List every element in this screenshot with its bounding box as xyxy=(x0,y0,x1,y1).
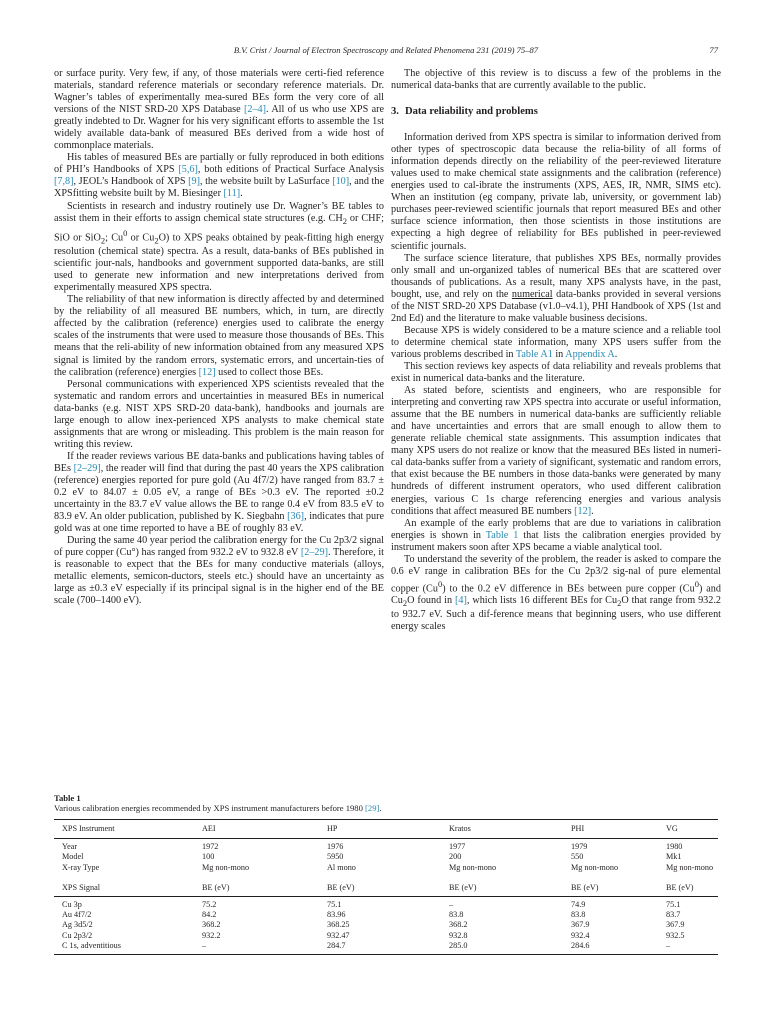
citation-link[interactable]: [7,8] xyxy=(54,176,74,188)
paragraph: Scientists in research and industry routinely use Dr. Wagner’s BE tables to assist them in their efforts to assign chemical state structures (e.g. $CH_2$ or CHF; SiO or SiO$_2$; Cu$^0$ or $Cu_2O$) to XPS peaks obtained by peak-fitting high energy resolution (chemical state) spectra. As a result, data-banks of BEs published in scientific jour-nals, handbooks and government supported data-banks, are still used to generate new information and new interpretations derived from experimentally measured XPS spectra. xyxy=(54,200,384,294)
table-row: Au 4f7/2 84.2 83.96 83.8 83.8 83.7 xyxy=(62,910,681,920)
table-row: X-ray Type Mg non-mono Al mono Mg non-mono Mg non-mono Mg non-mono xyxy=(62,862,714,872)
paragraph: or surface purity. Very few, if any, of those materials were certi-fied reference materials, standard reference materials or secondary reference materials. Dr. Wagner’s tables of experimentally mea-sured BEs form the very core of all versions of the NIST SRD-20 XPS Database [2–4]. All of us who use XPS are greatly indebted to Dr. Wagner for his very significant efforts to assemble the 1st widely available data-bank of measured BEs derived from a wide host of commonplace materials. xyxy=(54,68,385,152)
table-header-row xyxy=(54,820,718,839)
page-number: 77 xyxy=(709,45,718,55)
citation-link[interactable]: [9] xyxy=(188,176,200,188)
paragraph: Personal communications with experienced XPS scientists revealed that the systematic and random errors and uncertainties in measured BEs in numerical data-banks (e.g. NIST XPS SRD-20 data-bank), handbooks and journals are large enough to allow inex-perienced XPS analysts to make chemical state assignments that are wrong or misleading. This problem is the main reason for writing this review. xyxy=(54,378,384,450)
paragraph: An example of the early problems that are due to variations in calibration energies is shown in Table 1 that lists the calibration energies provided by instrument makers soon after XPS became a viable analytical tool. xyxy=(391,517,721,553)
citation-link[interactable]: [5,6] xyxy=(178,164,198,176)
table-label: Table 1 xyxy=(54,793,81,803)
column-header: AEI xyxy=(194,820,319,839)
citation-link[interactable]: [2–29] xyxy=(73,462,101,474)
paragraph: The reliability of that new information is directly affected by and determined by the reliability of all measured BE numbers, which, in turn, are directly affected by the calibration (reference) energies used to calibrate the energy scales of the instruments that were used to measure those thousands of BEs. This means that the reli-ability of new information obtained from any measured XPS signal is limited by the random errors, systematic errors, and uncertain-ties of the calibration (reference) energies [12] used to collect those BEs. xyxy=(54,294,384,378)
column-header: HP xyxy=(319,820,441,839)
paragraph: If the reader reviews various BE data-banks and publications having tables of BEs [2–29], the reader will find that during the past 40 years the XPS calibration (reference) energies reported for pure gold (Au 4f7/2) have ranged from 83.7 ± 0.2 eV to 84.07 ± 0.05 eV, a range of BEs >0.3 eV. The reported ±0.2 uncertainty in the 83.7 eV value allows the BE to range 0.4 eV from 83.5 eV to 83.9 eV. An older publication, published by K. Siegbahn [36], indicates that pure gold was at one time reported to have a BE of roughly 83 eV. xyxy=(54,450,384,535)
paragraph: As stated before, scientists and engineers, who are responsible for interpreting and converting raw XPS spectra into accurate or useful information, assume that the BE numbers in numerical data-banks are sufficiently reliable and have uncertainties and errors that are small enough to allow them to generate reliable chemical state assignments. This assumption indicates that many XPS users do not realize or know that the measured BEs listed in numeri-cal data-banks suffer from a variety of significant, systematic and random errors, that exist because the BE numbers in those data-banks were generated by many hundreds of different instrument operators, who used different calibration energies, various C 1s charge referencing energies and various analysis conditions that affect measured BE numbers [12]. xyxy=(391,385,721,517)
table-row: Model 100 5950 200 550 Mk1 xyxy=(62,852,682,862)
citation-link[interactable]: [12] xyxy=(198,366,216,378)
citation-link[interactable]: [2–29] xyxy=(300,547,329,559)
paragraph: This section reviews key aspects of data reliability and reveals problems that exist in numerical data-banks and the literature. xyxy=(391,360,721,385)
table-subheader-row: XPS Signal BE (eV) BE (eV) BE (eV) BE (eV) BE (eV) xyxy=(54,881,718,897)
table-a1-link[interactable]: Table A1 xyxy=(515,348,553,360)
column-header: PHI xyxy=(563,820,658,839)
right-column xyxy=(391,68,721,633)
calibration-table xyxy=(54,819,718,955)
table-1-link[interactable]: Table 1 xyxy=(485,529,519,541)
citation-link[interactable]: [36] xyxy=(287,511,305,523)
table-row: Cu 2p3/2 932.2 932.47 932.8 932.4 932.5 xyxy=(62,930,685,940)
section-heading: 3. Data reliability and problems xyxy=(391,106,538,118)
paragraph: To understand the severity of the problem, the reader is asked to compare the 0.6 eV range in calibration BEs for the Cu 2p3/2 sig-nal of pure elemental copper (Cu$^0$) to the 0.2 eV difference in BEs between pure copper (Cu$^0$) and $Cu_2O$ found in [4], which lists 16 different BEs for $Cu_2O$ that range from 932.2 to 932.7 eV. Such a dif-ference means that beginning users, who use different energy scales xyxy=(391,553,722,633)
table-row: C 1s, adventitious – 284.7 285.0 284.6 – xyxy=(54,941,718,955)
paragraph: The objective of this review is to discuss a few of the problems in the numerical data-banks that are currently available to the public. xyxy=(391,68,721,92)
table-row: Year 1972 1976 1977 1979 1980 xyxy=(62,842,683,852)
table-caption: Various calibration energies recommended by XPS instrument manufacturers before 1980 [29]. xyxy=(54,803,382,813)
appendix-a-link[interactable]: Appendix A xyxy=(565,348,615,360)
paragraph: The surface science literature, that publishes XPS BEs, normally provides only small and un-organized tables of numerical BEs that are scattered over thousands of publications. As a result, many XPS analysts have, in the past, bought, use, and rely on the numerical data-banks provided in several versions of the NIST SRD-20 XPS Database (v1.0–v4.1), PHI Handbook of XPS (1st and 2nd Ed) and the literature to make valuable business decisions. xyxy=(391,252,721,324)
table-spacer xyxy=(54,873,718,881)
left-column xyxy=(54,68,384,608)
citation-link[interactable]: [4] xyxy=(454,595,467,607)
citation-link[interactable]: [29] xyxy=(365,803,380,813)
table-1 xyxy=(54,793,718,955)
paragraph: Because XPS is widely considered to be a mature science and a reliable tool to determine chemical state information, many XPS users suffer from the various problems described in Table A1 in Appendix A. xyxy=(391,324,721,360)
citation-link[interactable]: [10] xyxy=(332,176,350,188)
column-header: VG xyxy=(658,820,718,839)
paragraph: Information derived from XPS spectra is similar to information derived from other types of spectroscopic data because the relia-bility of all forms of information depends directly on the reliability of the peer-reviewed literature values used to make chemical state assignments and the calibration (reference) energies used to cal-ibrate the instruments (XPS, AES, IR, NMR, SIMS etc). When an institution (eg company, private lab, university, or government lab) purchases peer-reviewed scientific journals that report measured BEs and other surface science information, then those scientists in those institutions are expecting a high degree of reliability for BEs published in peer-reviewed scientific journals. xyxy=(391,132,721,252)
citation-link[interactable]: [2–4] xyxy=(243,104,267,116)
citation-link[interactable]: [12] xyxy=(574,505,592,517)
running-head xyxy=(54,45,718,59)
journal-citation: B.V. Crist / Journal of Electron Spectroscopy and Related Phenomena 231 (2019) 75–87 xyxy=(233,45,539,55)
paragraph: During the same 40 year period the calibration energy for the Cu 2p3/2 signal of pure copper (Cu°) has ranged from 932.2 eV to 932.8 eV [2–29]. Therefore, it is reasonable to expect that the BEs for many conductive materials (alloys, metallic elements, semicon-ductors, steels etc.) should have an uncertainty as large as ±0.3 eV especially if its principal signal is in the higher end of the BE scale (700–1400 eV). xyxy=(54,535,384,607)
paragraph: His tables of measured BEs are partially or fully reproduced in both editions of PHI’s Handbooks of XPS [5,6], both editions of Practical Surface Analysis [7,8], JEOL’s Handbook of XPS [9], the website built by LaSurface [10], and the XPSfitting website built by M. Biesinger [11]. xyxy=(54,152,384,200)
table-row: Ag 3d5/2 368.2 368.25 368.2 367.9 367.9 xyxy=(62,920,685,930)
citation-link[interactable]: [11] xyxy=(223,188,241,200)
column-header: Kratos xyxy=(441,820,563,839)
table-row: Cu 3p 75.2 75.1 – 74.9 75.1 xyxy=(62,900,681,910)
column-header: XPS Instrument xyxy=(54,820,194,839)
